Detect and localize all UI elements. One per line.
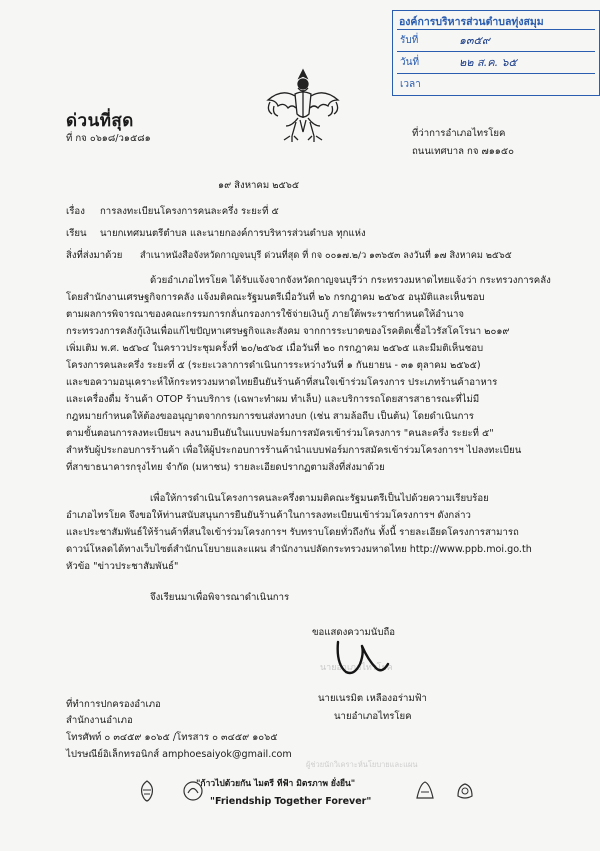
paragraph-line: โดยสำนักงานเศรษฐกิจการคลัง แจ้งมติคณะรัฐมนตรีเมื่อวันที่ ๒๖ กรกฎาคม ๒๕๖๕ อนุมัติและเห็นชอบ (66, 292, 485, 303)
stamp-label: รับที่ (400, 35, 419, 46)
paragraph-line: เพิ่มเติม พ.ศ. ๒๕๖๔ ในคราวประชุมครั้งที่ ๒๐/๒๕๖๕ เมื่อวันที่ ๒๐ กรกฎาคม ๒๕๖๕ และมีมติเห็นชอบ (66, 343, 484, 354)
office-address-line2: ถนนเทศบาล กจ ๗๑๑๕๐ (412, 146, 515, 157)
regards-text: ขอแสดงความนับถือ (312, 627, 396, 638)
to-text: นายกเทศมนตรีตำบล และนายกองค์การบริหารส่วนตำบล ทุกแห่ง (100, 228, 366, 239)
paragraph-line: ด้วยอำเภอไทรโยค ได้รับแจ้งจากจังหวัดกาญจนบุรีว่า กระทรวงมหาดไทยแจ้งว่า กระทรวงการคลัง (150, 275, 551, 286)
stamp-label: เวลา (400, 79, 421, 90)
subject-label: เรื่อง (66, 206, 85, 217)
paragraph-line: และเครื่องดื่ม ร้านค้า OTOP ร้านบริการ (เฉพาะทำผม ทำเล็บ) และบริการรถโดยสารสาธารณะที่ไม่มี (66, 394, 480, 405)
closing-line: จึงเรียนมาเพื่อพิจารณาดำเนินการ (150, 592, 290, 603)
paragraph-line: และประชาสัมพันธ์ให้ร้านค้าที่สนใจเข้าร่วมโครงการฯ รับทราบโดยทั่วถึงกัน ทั้งนี้ รายละเอียดโครงการสามารถ (66, 527, 519, 538)
stamp-row-time (397, 73, 595, 92)
garuda-emblem-icon (262, 66, 344, 144)
attachment-label: สิ่งที่ส่งมาด้วย (66, 250, 123, 261)
paragraph-line: กระทรวงการคลังกู้เงินเพื่อแก้ไขปัญหาเศรษฐกิจและสังคม จากการระบาดของโรคติดเชื้อไวรัสโคโรนา ๒๐๑๙ (66, 326, 510, 337)
document-number: ที่ กจ ๐๖๑๘/ว๑๕๘๑ (66, 133, 151, 144)
paragraph-line: ตามผลการพิจารณาของคณะกรรมการกลั่นกรองการใช้จ่ายเงินกู้ ภายใต้พระราชกำหนดให้อำนาจ (66, 309, 464, 320)
footer-logo-3-icon (412, 778, 438, 804)
contact-office: สำนักงานอำเภอ (66, 715, 133, 726)
stamp-org: องค์การบริหารส่วนตำบลทุ่งสมุม (399, 16, 544, 28)
signer-name: นายเนรมิต เหลืองอร่ามฟ้า (318, 693, 427, 704)
footer-logo-4-icon (452, 778, 478, 804)
document-date: ๑๙ สิงหาคม ๒๕๖๕ (218, 180, 300, 191)
paragraph-line: ที่สาขาธนาคารกรุงไทย จำกัด (มหาชน) รายละเอียดปรากฏตามสิ่งที่ส่งมาด้วย (66, 462, 385, 473)
contact-department: ที่ทำการปกครองอำเภอ (66, 699, 161, 710)
paragraph-line: ดาวน์โหลดได้ทางเว็บไซต์สำนักนโยบายและแผน สำนักงานปลัดกระทรวงมหาดไทย http://www.ppb.moi.go.th (66, 544, 532, 555)
to-label: เรียน (66, 228, 87, 239)
paragraph-line: กฎหมายกำหนดให้ต้องขออนุญาตจากกรมการขนส่งทางบก (เช่น สามล้อถีบ เป็นต้น) โดยดำเนินการ (66, 411, 474, 422)
stamp-value: ๑๓๕๙ (459, 34, 490, 47)
stamp-value: ๒๒ ส.ค. ๖๕ (459, 56, 517, 69)
paragraph-line: เพื่อให้การดำเนินโครงการคนละครึ่งตามมติคณะรัฐมนตรีเป็นไปด้วยความเรียบร้อย (150, 493, 489, 504)
paragraph-line: ตามขั้นตอนการลงทะเบียนฯ ลงนามยืนยันในแบบฟอร์มการสมัครเข้าร่วมโครงการ "คนละครึ่ง ระยะที่ ๕" (66, 428, 494, 439)
stamp-row-number (397, 29, 595, 48)
faded-note: ผู้ช่วยนักวิเคราะห์นโยบายและแผน (306, 760, 418, 769)
paragraph-line: สำหรับผู้ประกอบการร้านค้า เพื่อให้ผู้ประกอบการร้านค้านำแบบฟอร์มการสมัครเข้าร่วมโครงการฯ ไปลงทะเบียน (66, 445, 522, 456)
stamp-row-date (397, 51, 595, 70)
footer-motto-thai: "ก้าวไปด้วยกัน ไมตรี ทีฟ้า มิตรภาพ ยั่งยืน" (196, 779, 356, 789)
signer-title: นายอำเภอไทรโยค (334, 711, 412, 722)
paragraph-line: หัวข้อ "ข่าวประชาสัมพันธ์" (66, 561, 179, 572)
contact-phone: โทรศัพท์ ๐ ๓๔๕๙ ๑๐๖๕ /โทรสาร ๐ ๓๔๕๙ ๑๐๖๕ (66, 732, 278, 743)
faded-signature-title: นายอำเภอไทรโยค (320, 663, 393, 673)
contact-email: ไปรษณีย์อิเล็กทรอนิกส์ amphoesaiyok@gmail.com (66, 749, 292, 760)
stamp-label: วันที่ (400, 57, 420, 68)
paragraph-line: โครงการคนละครึ่ง ระยะที่ ๕ (ระยะเวลาการดำเนินการระหว่างวันที่ ๑ กันยายน - ๓๑ ตุลาคม ๒๕๖๕) (66, 360, 481, 371)
paragraph-line: อำเภอไทรโยค จึงขอให้ท่านสนับสนุนการยืนยันร้านค้าในการลงทะเบียนเข้าร่วมโครงการฯ ดังกล่าว (66, 510, 471, 521)
footer-logo-1-icon (134, 778, 160, 804)
handwritten-signature-icon (332, 634, 392, 678)
subject-text: การลงทะเบียนโครงการคนละครึ่ง ระยะที่ ๕ (100, 206, 279, 217)
office-address-line1: ที่ว่าการอำเภอไทรโยค (412, 128, 506, 139)
paragraph-line: และขอความอนุเคราะห์ให้กระทรวงมหาดไทยยืนยันร้านค้าที่สนใจเข้าร่วมโครงการ ประเภทร้านค้าอาหาร (66, 377, 498, 388)
footer-motto-english: "Friendship Together Forever" (210, 796, 372, 807)
receiving-stamp (392, 10, 600, 96)
urgency-label: ด่วนที่สุด (66, 111, 134, 131)
attachment-text: สำเนาหนังสือจังหวัดกาญจนบุรี ด่วนที่สุด ที่ กจ ๐๐๑๗.๒/ว ๑๓๖๕๓ ลงวันที่ ๑๗ สิงหาคม ๒๕๖๕ (140, 250, 512, 261)
